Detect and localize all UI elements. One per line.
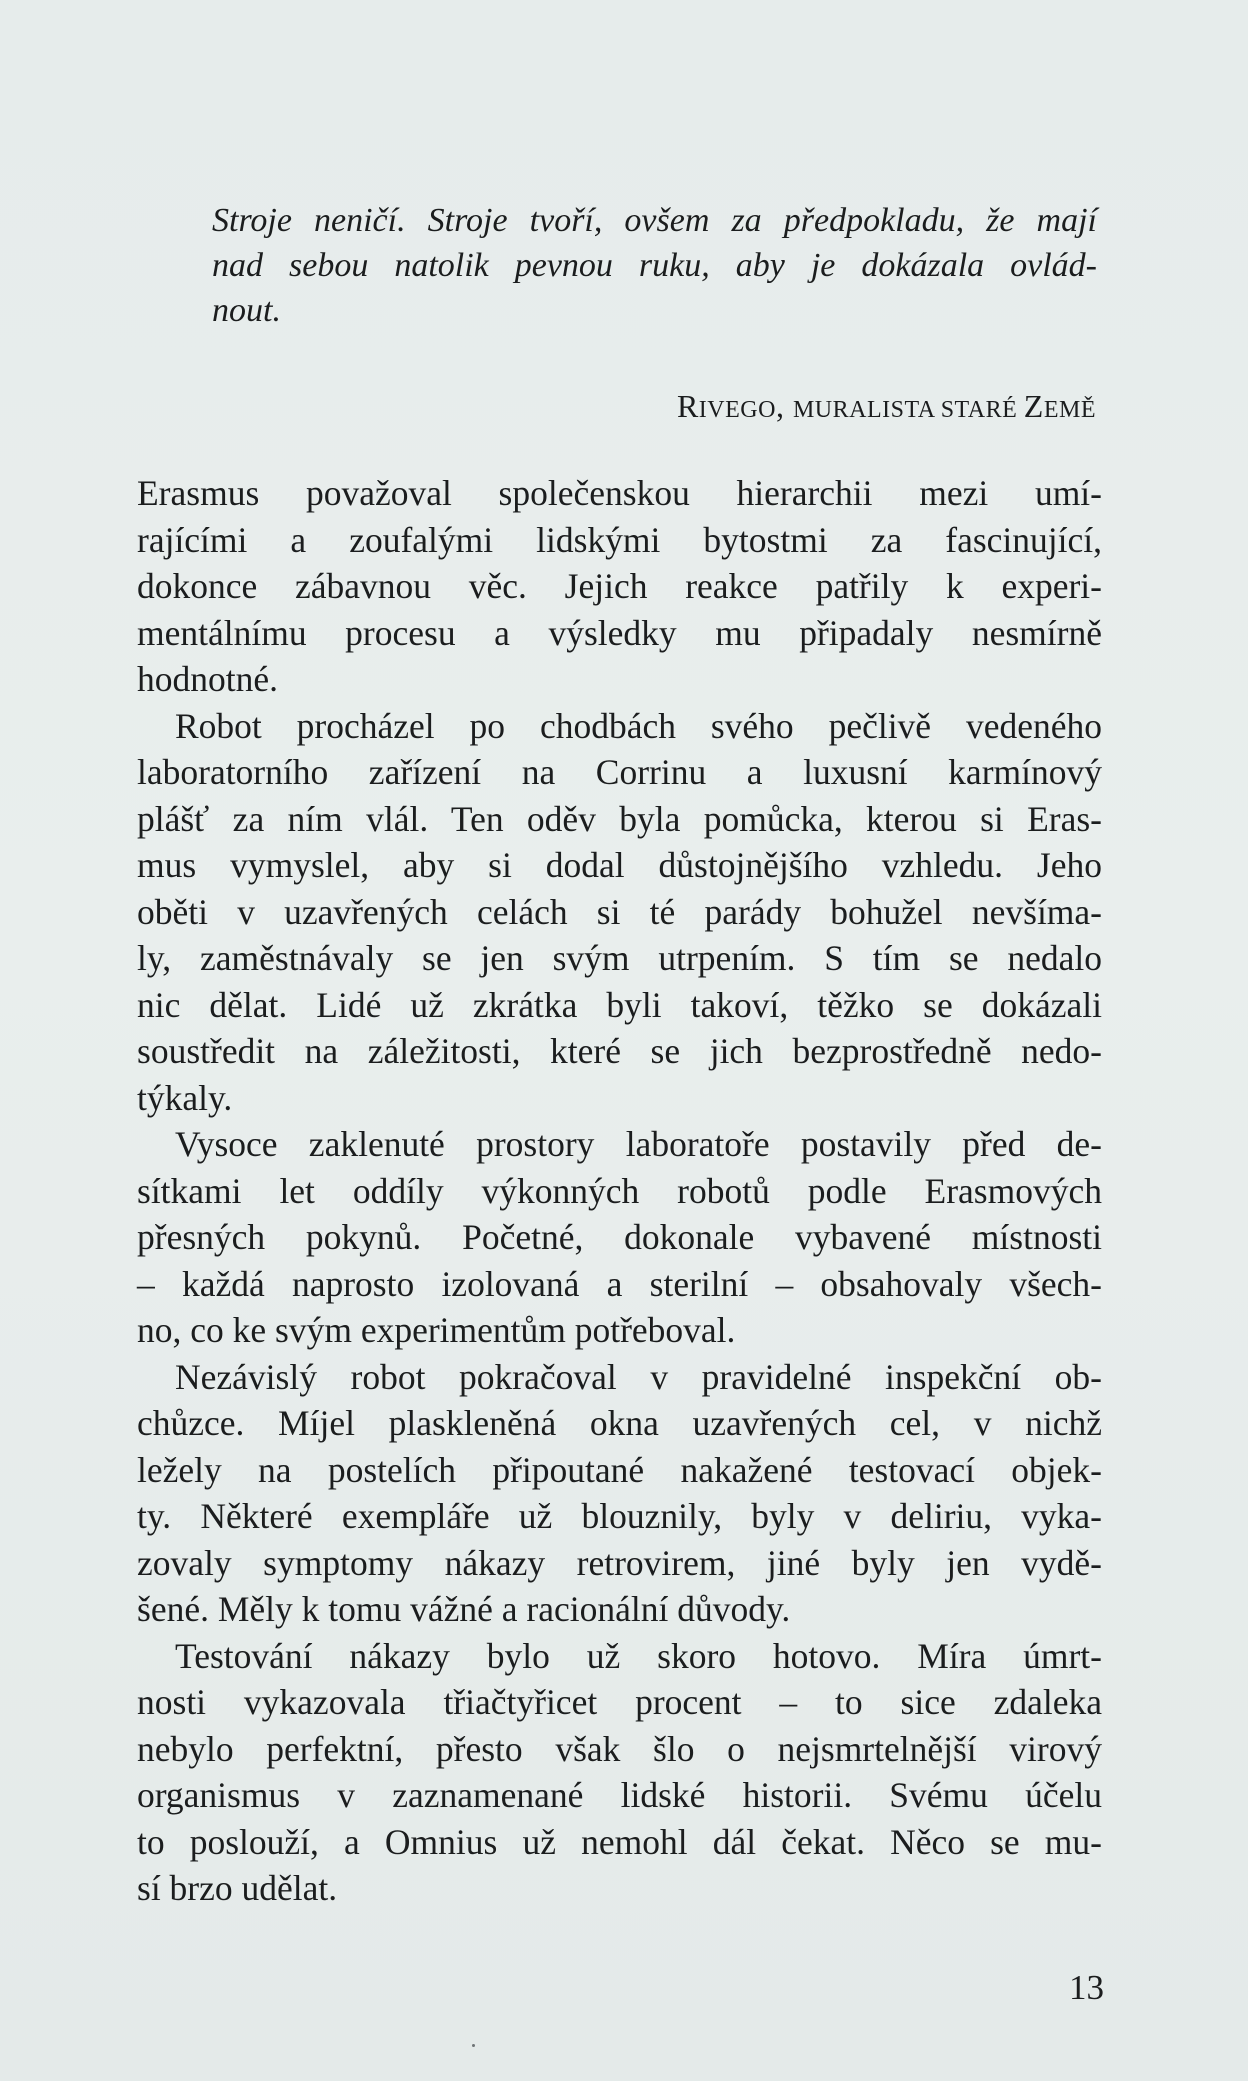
- epigraph-line: nad sebou natolik pevnou ruku, aby je dokázala ovlád-: [212, 247, 1097, 284]
- text-line: Erasmus považoval společenskou hierarchii mezi umí-: [137, 473, 1102, 513]
- text-line: ly, zaměstnávaly se jen svým utrpením. S tím se nedalo: [137, 938, 1102, 978]
- attribution-separator: ,: [775, 388, 793, 424]
- text-line: laboratorního zařízení na Corrinu a luxusní karmínový: [137, 752, 1102, 792]
- text-line: nosti vykazovala třiačtyřicet procent – to sice zdaleka: [137, 1682, 1102, 1722]
- text-line: Vysoce zaklenuté prostory laboratoře postavily před de-: [175, 1124, 1102, 1164]
- text-line: Robot procházel po chodbách svého pečlivě vedeného: [175, 705, 1102, 746]
- attribution-place-initial: Z: [1023, 388, 1044, 424]
- paper-speck: [472, 2044, 475, 2047]
- text-line: organismus v zaznamenané lidské historii. Svému účelu: [137, 1775, 1102, 1815]
- text-line: ležely na postelích připoutané nakažené testovací objek-: [137, 1449, 1102, 1490]
- text-line: chůzce. Míjel plaskleněná okna uzavřených cel, v nichž: [137, 1403, 1102, 1443]
- text-line: mentálnímu procesu a výsledky mu připadaly nesmírně: [137, 612, 1102, 653]
- text-line: nic dělat. Lidé už zkrátka byli takoví, těžko se dokázali: [137, 984, 1102, 1025]
- text-line: dokonce zábavnou věc. Jejich reakce patřily k experi-: [137, 566, 1102, 606]
- page-number: 13: [1069, 1968, 1104, 2007]
- attribution-place-rest: EMĚ: [1043, 397, 1096, 423]
- text-line: zovaly symptomy nákazy retrovirem, jiné byly jen vydě-: [137, 1542, 1102, 1583]
- text-line: sí brzo udělat.: [137, 1868, 338, 1908]
- epigraph-attribution: [677, 388, 1096, 425]
- text-line: Nezávislý robot pokračoval v pravidelné inspekční ob-: [175, 1356, 1102, 1397]
- text-line: – každá naprosto izolovaná a sterilní – obsahovaly všech-: [137, 1263, 1102, 1304]
- text-line: šené. Měly k tomu vážné a racionální důvody.: [137, 1589, 791, 1629]
- text-line: soustředit na záležitosti, které se jich bezprostředně nedo-: [137, 1031, 1102, 1071]
- text-line: nebylo perfektní, přesto však šlo o nejsmrtelnější virový: [137, 1728, 1102, 1769]
- text-line: týkaly.: [137, 1077, 233, 1118]
- text-line: přesných pokynů. Početné, dokonale vybavené místnosti: [137, 1217, 1102, 1257]
- text-line: ty. Některé exempláře už blouznily, byly v deliriu, vyka-: [137, 1496, 1102, 1536]
- attribution-name-rest: IVEGO: [698, 397, 776, 423]
- text-line: to poslouží, a Omnius už nemohl dál čekat. Něco se mu-: [137, 1821, 1102, 1862]
- body-text: [137, 470, 1102, 1912]
- text-line: no, co ke svým experimentům potřeboval.: [137, 1310, 736, 1350]
- text-line: Testování nákazy bylo už skoro hotovo. Míra úmrt-: [175, 1635, 1102, 1676]
- text-line: sítkami let oddíly výkonných robotů podle Erasmových: [137, 1170, 1102, 1211]
- epigraph-line: Stroje neničí. Stroje tvoří, ovšem za předpokladu, že mají: [212, 202, 1097, 239]
- text-line: mus vymyslel, aby si dodal důstojnějšího vzhledu. Jeho: [137, 845, 1102, 885]
- text-line: rajícími a zoufalými lidskými bytostmi za fascinující,: [137, 519, 1102, 560]
- epigraph-line: nout.: [212, 292, 281, 329]
- attribution-name-initial: R: [676, 388, 699, 424]
- text-line: plášť za ním vlál. Ten oděv byla pomůcka, kterou si Eras-: [137, 798, 1102, 839]
- epigraph: [212, 198, 1097, 333]
- text-line: hodnotné.: [137, 659, 278, 699]
- attribution-role: MURALISTA STARÉ: [792, 397, 1024, 423]
- text-line: oběti v uzavřených celách si té parády bohužel nevšíma-: [137, 891, 1102, 932]
